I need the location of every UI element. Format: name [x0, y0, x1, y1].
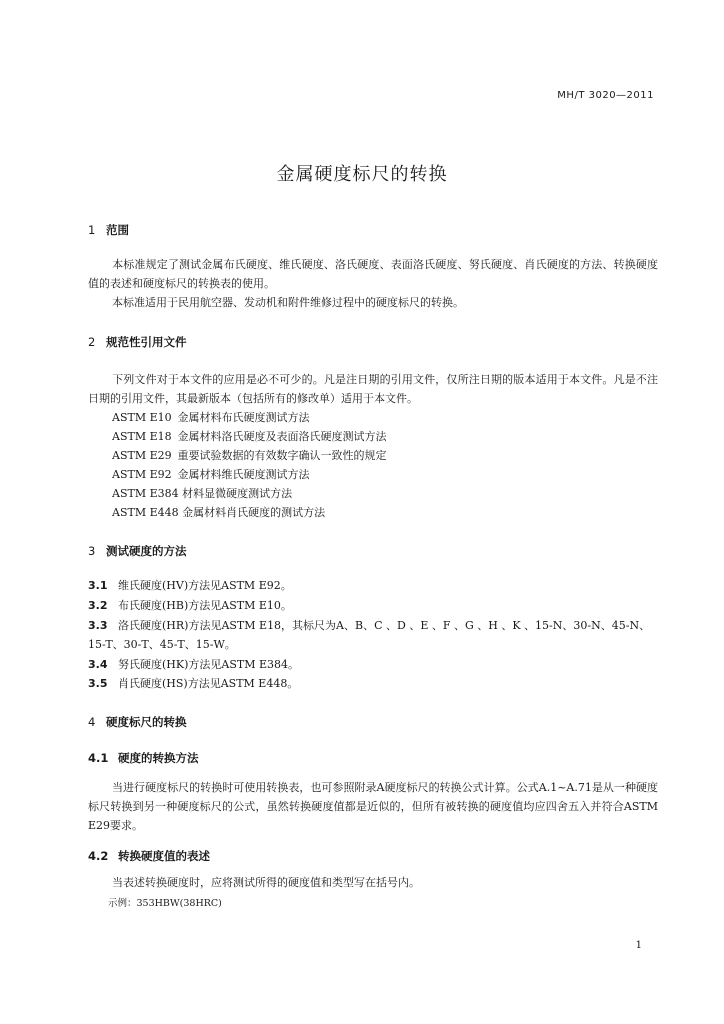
reference-item: ASTM E10 金属材料布氏硬度测试方法	[112, 411, 310, 424]
section-title: 范围	[106, 223, 129, 237]
section-1-paragraph-1: 本标准规定了测试金属布氏硬度、维氏硬度、洛氏硬度、表面洛氏硬度、努氏硬度、肖氏硬度的方法、转换硬度值的表述和硬度标尺的转换表的使用。	[88, 258, 658, 290]
section-1-heading	[88, 222, 129, 238]
section-title: 硬度标尺的转换	[106, 715, 187, 729]
subsection-4-1-heading: 4.1 硬度的转换方法	[88, 751, 199, 765]
method-item: 3.3 洛氏硬度(HR)方法见ASTM E18，其标尺为A、B、C 、D 、E 、F 、G 、H 、K 、15-N、30-N、45-N、	[88, 619, 651, 632]
document-code: MH/T 3020—2011	[557, 90, 654, 101]
example-line	[108, 895, 222, 909]
section-2-heading	[88, 334, 187, 350]
example-label: 示例：	[108, 898, 137, 909]
subsection-4-2-heading: 4.2 转换硬度值的表述	[88, 849, 210, 863]
reference-item: ASTM E18 金属材料洛氏硬度及表面洛氏硬度测试方法	[112, 430, 387, 443]
reference-item: ASTM E92 金属材料维氏硬度测试方法	[112, 468, 310, 481]
section-title: 测试硬度的方法	[106, 544, 187, 558]
section-number: 4	[88, 715, 96, 729]
document-title: 金属硬度标尺的转换	[276, 164, 448, 185]
method-item: 3.5 肖氏硬度(HS)方法见ASTM E448。	[88, 677, 299, 690]
reference-item: ASTM E448 金属材料肖氏硬度的测试方法	[112, 506, 326, 519]
subsection-4-2-paragraph: 当表述转换硬度时，应将测试所得的硬度值和类型写在括号内。	[112, 876, 420, 889]
section-number: 3	[88, 544, 96, 558]
method-item: 3.2 布氏硬度(HB)方法见ASTM E10。	[88, 599, 292, 612]
section-4-heading	[88, 714, 187, 730]
example-value: 353HBW(38HRC)	[136, 898, 222, 909]
reference-item: ASTM E384 材料显微硬度测试方法	[112, 487, 293, 500]
subsection-4-1-paragraph: 当进行硬度标尺的转换时可使用转换表，也可参照附录A硬度标尺的转换公式计算。公式A.1~A.71是从一种硬度标尺转换到另一种硬度标尺的公式，虽然转换硬度值都是近似的，但所有被转换的硬度值均应四舍五入并符合ASTM E29要求。	[88, 781, 658, 832]
section-number: 1	[88, 223, 96, 237]
method-item: 3.1 维氏硬度(HV)方法见ASTM E92。	[88, 579, 292, 592]
section-2-intro: 下列文件对于本文件的应用是必不可少的。凡是注日期的引用文件，仅所注日期的版本适用于本文件。凡是不注日期的引用文件，其最新版本（包括所有的修改单）适用于本文件。	[88, 373, 658, 405]
method-item-continuation: 15-T、30-T、45-T、15-W。	[88, 638, 236, 651]
section-3-heading	[88, 543, 187, 559]
reference-item: ASTM E29 重要试验数据的有效数字确认一致性的规定	[112, 449, 387, 462]
method-item: 3.4 努氏硬度(HK)方法见ASTM E384。	[88, 658, 299, 671]
section-number: 2	[88, 335, 96, 349]
section-title: 规范性引用文件	[106, 335, 187, 349]
page-number: 1	[635, 940, 642, 951]
section-1-paragraph-2: 本标准适用于民用航空器、发动机和附件维修过程中的硬度标尺的转换。	[112, 296, 464, 309]
